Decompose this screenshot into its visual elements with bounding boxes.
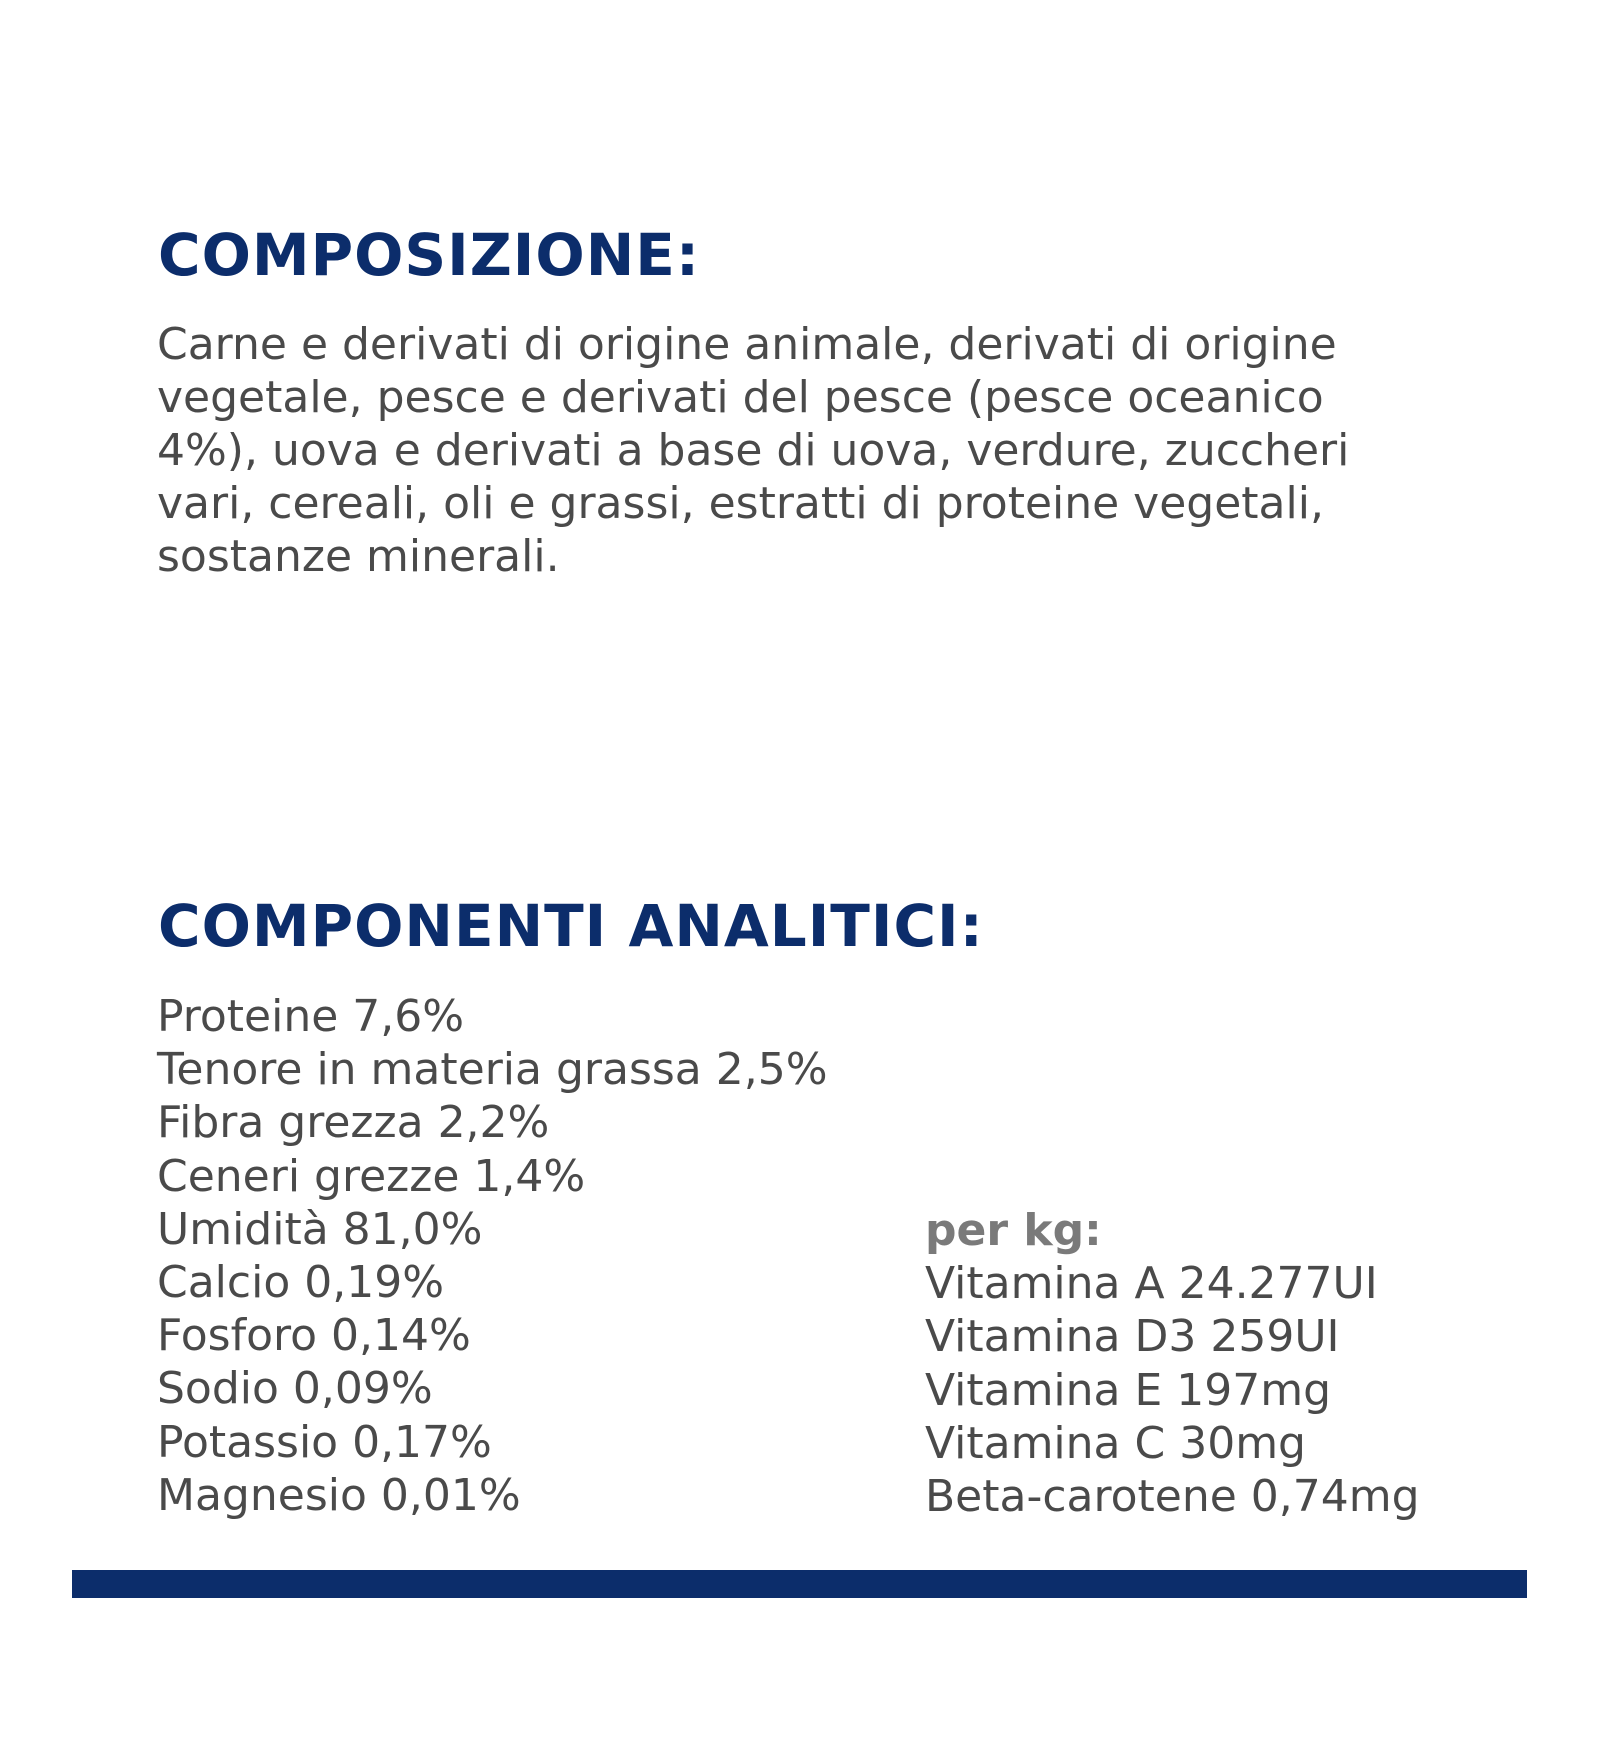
vitamin-item-c: Vitamina C 30mg [925,1417,1306,1469]
vitamins-list [925,1257,1420,1523]
vitamin-item-e: Vitamina E 197mg [925,1364,1332,1416]
analytic-components-heading: COMPONENTI ANALITICI: [158,892,984,960]
vitamins-block [925,1204,1420,1523]
composition-text: Carne e derivati di origine animale, derivati di origine vegetale, pesce e derivati del pesce (pesce oceanico 4%), uova e derivati a base di uova, verdure, zuccheri vari, cereali, oli e grassi, estratti di proteine vegetali, sostanze minerali. [157,319,1350,582]
vitamin-item-a: Vitamina A 24.277UI [925,1258,1378,1310]
analytic-item-magnesium: Magnesio 0,01% [157,1469,521,1521]
composition-heading: COMPOSIZIONE: [158,221,701,289]
analytic-components-list [157,990,828,1522]
analytic-item-sodium: Sodio 0,09% [157,1363,433,1415]
analytic-item-moisture: Umidità 81,0% [157,1203,483,1255]
bottom-divider-bar [72,1570,1527,1598]
vitamin-item-d3: Vitamina D3 259UI [925,1311,1340,1363]
analytic-item-fat: Tenore in materia grassa 2,5% [157,1044,828,1096]
analytic-item-phosphorus: Fosforo 0,14% [157,1310,471,1362]
analytic-item-protein: Proteine 7,6% [157,991,465,1042]
analytic-item-calcium: Calcio 0,19% [157,1257,445,1309]
per-kg-label: per kg: [925,1205,1102,1256]
analytic-item-fiber: Fibra grezza 2,2% [157,1097,550,1149]
analytic-item-ash: Ceneri grezze 1,4% [157,1150,586,1202]
analytic-item-potassium: Potassio 0,17% [157,1416,492,1468]
vitamin-item-beta-carotene: Beta-carotene 0,74mg [925,1471,1420,1523]
